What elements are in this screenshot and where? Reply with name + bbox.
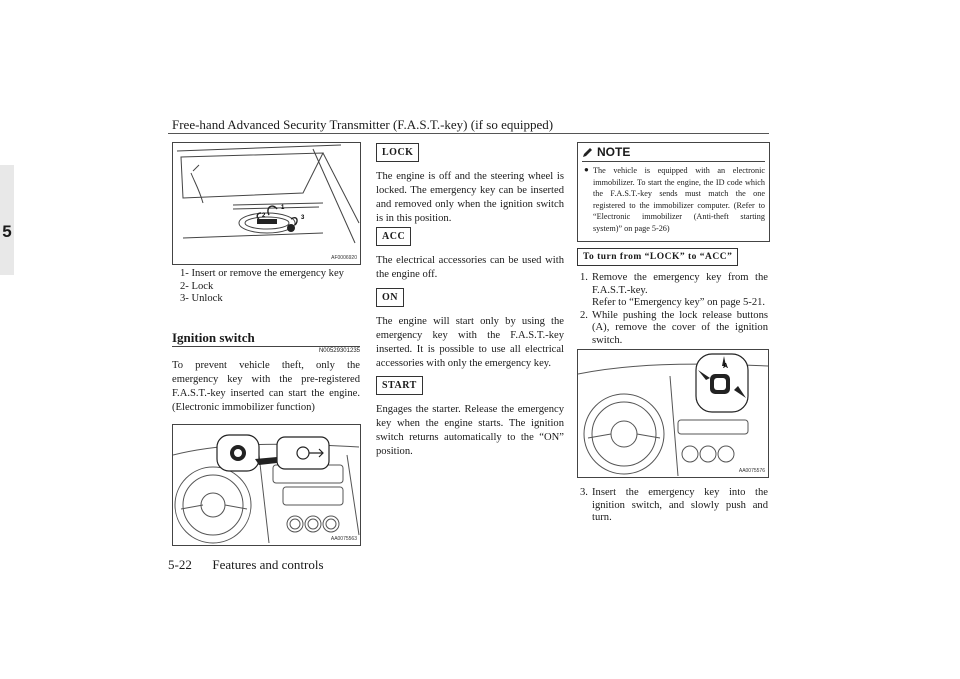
step-number: 2. bbox=[580, 309, 588, 321]
legend-item: 2- Lock bbox=[180, 280, 214, 292]
callout-2: 2 bbox=[262, 213, 266, 219]
figure1-legend bbox=[180, 268, 344, 306]
procedure-steps bbox=[580, 272, 768, 348]
procedure-step bbox=[580, 310, 768, 348]
position-text: Engages the starter. Release the emergency key when the engine starts. The ignition switch returns automatically to the “ON” position. bbox=[376, 404, 564, 457]
position-block-start bbox=[376, 375, 564, 459]
page-number: 5-22 bbox=[168, 557, 192, 572]
position-block-lock bbox=[376, 142, 564, 226]
position-text: The engine is off and the steering wheel is locked. The emergency key can be inserted and removed only when the ignition switch is in this position. bbox=[376, 171, 564, 224]
figure-ignition-location bbox=[172, 424, 361, 546]
callout-a: A bbox=[723, 363, 729, 370]
position-label: START bbox=[376, 376, 423, 395]
procedure-steps-continued bbox=[580, 487, 768, 525]
figure-door-handle bbox=[172, 142, 361, 265]
dashboard-illustration bbox=[173, 425, 360, 545]
position-label: ACC bbox=[376, 227, 411, 246]
chapter-tab bbox=[0, 165, 14, 275]
figure-code: AF0006920 bbox=[331, 255, 357, 261]
header-rule bbox=[168, 133, 769, 134]
page-footer bbox=[168, 557, 324, 573]
doc-id: N00529301235 bbox=[318, 348, 360, 354]
note-text: The vehicle is equipped with an electronic immobilizer. To start the engine, the ID code which the F.A.S.T.-key sends must match the one registered to the immobilizer computer. (Refer to “Electronic immobilizer (Anti-theft starting system)” on page 5-26) bbox=[593, 166, 765, 233]
step-text: Insert the emergency key into the ignition switch, and slowly push and turn. bbox=[592, 487, 768, 524]
section-rule bbox=[172, 346, 360, 347]
note-title-text: NOTE bbox=[597, 145, 631, 159]
position-label: ON bbox=[376, 288, 404, 307]
procedure-step bbox=[580, 272, 768, 310]
position-block-acc bbox=[376, 226, 564, 282]
figure-code: AA0075563 bbox=[330, 536, 357, 542]
procedure-heading: To turn from “LOCK” to “ACC” bbox=[577, 248, 738, 266]
legend-item: 1- Insert or remove the emergency key bbox=[180, 268, 344, 279]
ignition-cover-illustration bbox=[578, 350, 768, 477]
position-block-on bbox=[376, 287, 564, 371]
footer-section: Features and controls bbox=[212, 557, 324, 572]
step-number: 3. bbox=[580, 487, 588, 498]
step-text: Remove the emergency key from the F.A.S.T.-key. bbox=[592, 272, 768, 296]
note-item bbox=[578, 162, 769, 235]
door-handle-illustration bbox=[173, 143, 360, 264]
position-text: The electrical accessories can be used with the engine off. bbox=[376, 255, 564, 280]
legend-item: 3- Unlock bbox=[180, 293, 223, 304]
callout-1: 1 bbox=[281, 205, 285, 211]
note-title bbox=[578, 143, 769, 161]
step-text: While pushing the lock release buttons (A), remove the cover of the ignition switch. bbox=[592, 309, 768, 346]
callout-3: 3 bbox=[301, 215, 305, 221]
note-box bbox=[577, 142, 770, 242]
figure-code: AA0075576 bbox=[738, 468, 765, 474]
ignition-intro-text: To prevent vehicle theft, only the emergency key with the pre-registered F.A.S.T.-key inserted can start the engine. (Electronic immobilizer function) bbox=[172, 360, 360, 413]
section-heading: Ignition switch bbox=[172, 330, 255, 345]
page-header-title: Free-hand Advanced Security Transmitter (F.A.S.T.-key) (if so equipped) bbox=[172, 117, 554, 132]
position-text: The engine will start only by using the emergency key with the F.A.S.T.-key inserted. It is possible to use all electrical accessories with only the emergency key. bbox=[376, 316, 564, 369]
figure-cover-removal bbox=[577, 349, 769, 478]
chapter-number: 5 bbox=[2, 222, 12, 241]
bullet-icon: ● bbox=[584, 165, 589, 174]
pencil-icon bbox=[582, 146, 594, 158]
procedure-step bbox=[580, 487, 768, 525]
step-number: 1. bbox=[580, 272, 588, 283]
procedure-heading-box bbox=[577, 246, 738, 266]
step-extra: Refer to “Emergency key” on page 5-21. bbox=[592, 297, 766, 309]
position-label: LOCK bbox=[376, 143, 419, 162]
